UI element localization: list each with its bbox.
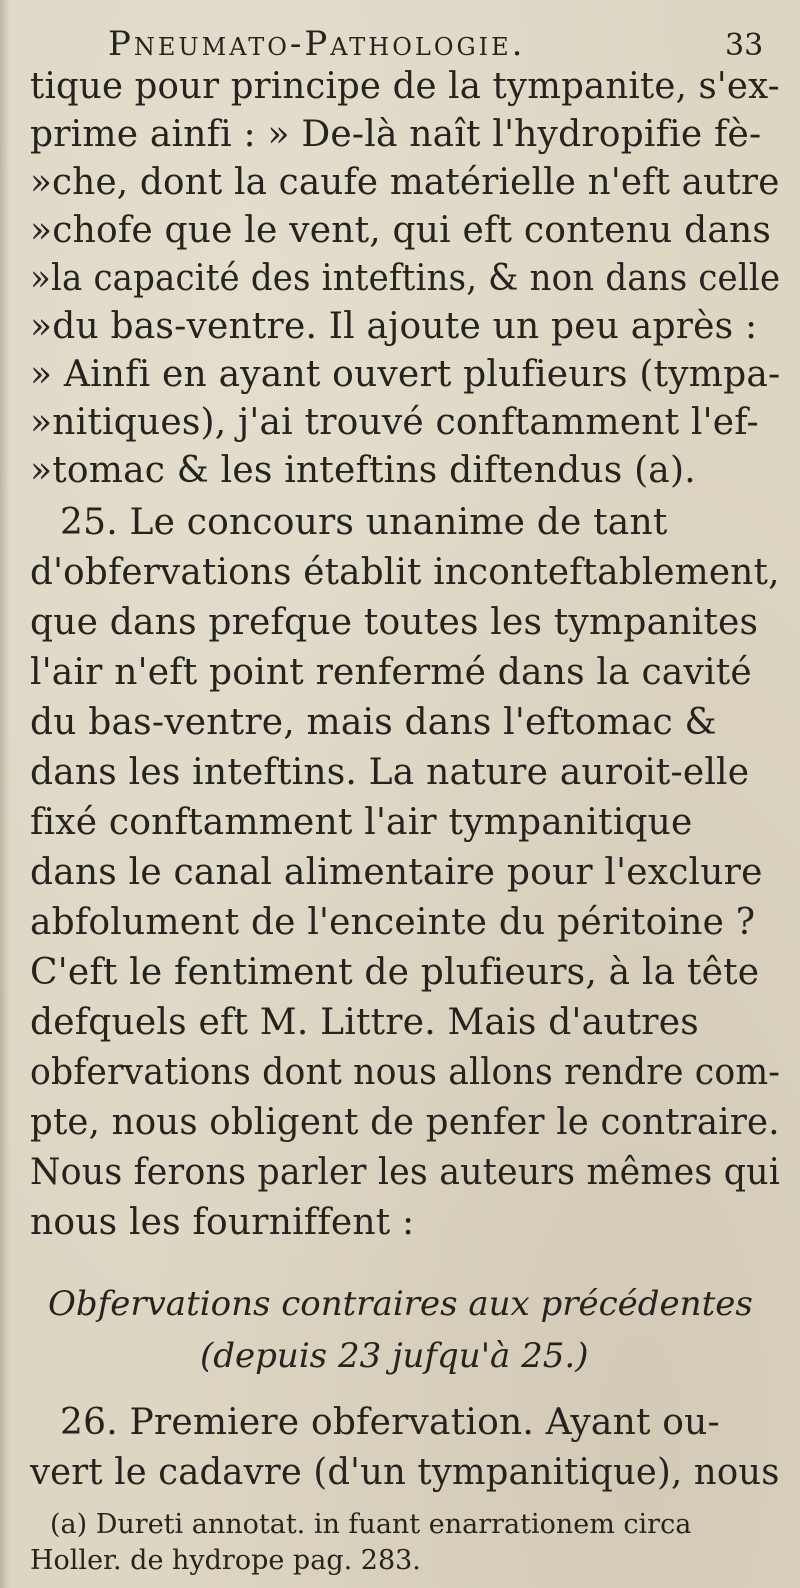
- text-line: »tomac & les inteftins diftendus (a).: [30, 450, 696, 491]
- paragraph-26-start: 26. Premiere obfervation. Ayant ou-: [60, 1402, 720, 1443]
- text-line: fixé conftamment l'air tympanitique: [30, 802, 693, 843]
- text-line: »chofe que le vent, qui eft contenu dans: [30, 210, 772, 251]
- text-line: dans le canal alimentaire pour l'exclure: [30, 852, 763, 893]
- paragraph-25-start: 25. Le concours unanime de tant: [60, 502, 668, 543]
- text-line: Nous ferons parler les auteurs mêmes qui: [30, 1152, 781, 1193]
- text-line: dans les inteftins. La nature auroit-elle: [30, 752, 750, 793]
- text-line: l'air n'eft point renfermé dans la cavité: [30, 652, 752, 693]
- text-line: d'obfervations établit inconteftablement,: [30, 552, 780, 593]
- text-line: »la capacité des inteftins, & non dans celle: [30, 258, 781, 299]
- page-number: 33: [725, 28, 764, 63]
- text-line: vert le cadavre (d'un tympanitique), nous: [30, 1452, 780, 1493]
- text-line: »du bas-ventre. Il ajoute un peu après :: [30, 306, 758, 347]
- footnote-line: (a) Dureti annotat. in fuant enarrationem circa: [50, 1509, 692, 1540]
- text-line: que dans prefque toutes les tympanites: [30, 602, 759, 643]
- text-line: obfervations dont nous allons rendre com-: [30, 1052, 781, 1093]
- text-line: abfolument de l'enceinte du péritoine ?: [30, 902, 756, 943]
- section-subheading: (depuis 23 jufqu'à 25.): [200, 1336, 589, 1376]
- text-line: tique pour principe de la tympanite, s'ex-: [30, 66, 780, 107]
- text-line: » Ainfi en ayant ouvert plufieurs (tympa-: [30, 354, 781, 395]
- footnote-line: Holler. de hydrope pag. 283.: [30, 1545, 421, 1576]
- section-heading: Obfervations contraires aux précédentes: [48, 1284, 753, 1324]
- text-line: prime ainfi : » De-là naît l'hydropifie fè-: [30, 114, 762, 155]
- text-line: C'eft le fentiment de plufieurs, à la tête: [30, 952, 760, 993]
- text-line: »nitiques), j'ai trouvé conftamment l'ef-: [30, 402, 759, 443]
- text-line: nous les fourniffent :: [30, 1202, 415, 1243]
- text-line: defquels eft M. Littre. Mais d'autres: [30, 1002, 699, 1043]
- text-line: pte, nous obligent de penfer le contraire.: [30, 1102, 780, 1143]
- text-line: du bas-ventre, mais dans l'eftomac &: [30, 702, 717, 743]
- page-edge-shadow: [0, 0, 10, 1588]
- text-line: »che, dont la caufe matérielle n'eft autre: [30, 162, 780, 203]
- running-title: Pneumato-Pathologie.: [108, 24, 526, 64]
